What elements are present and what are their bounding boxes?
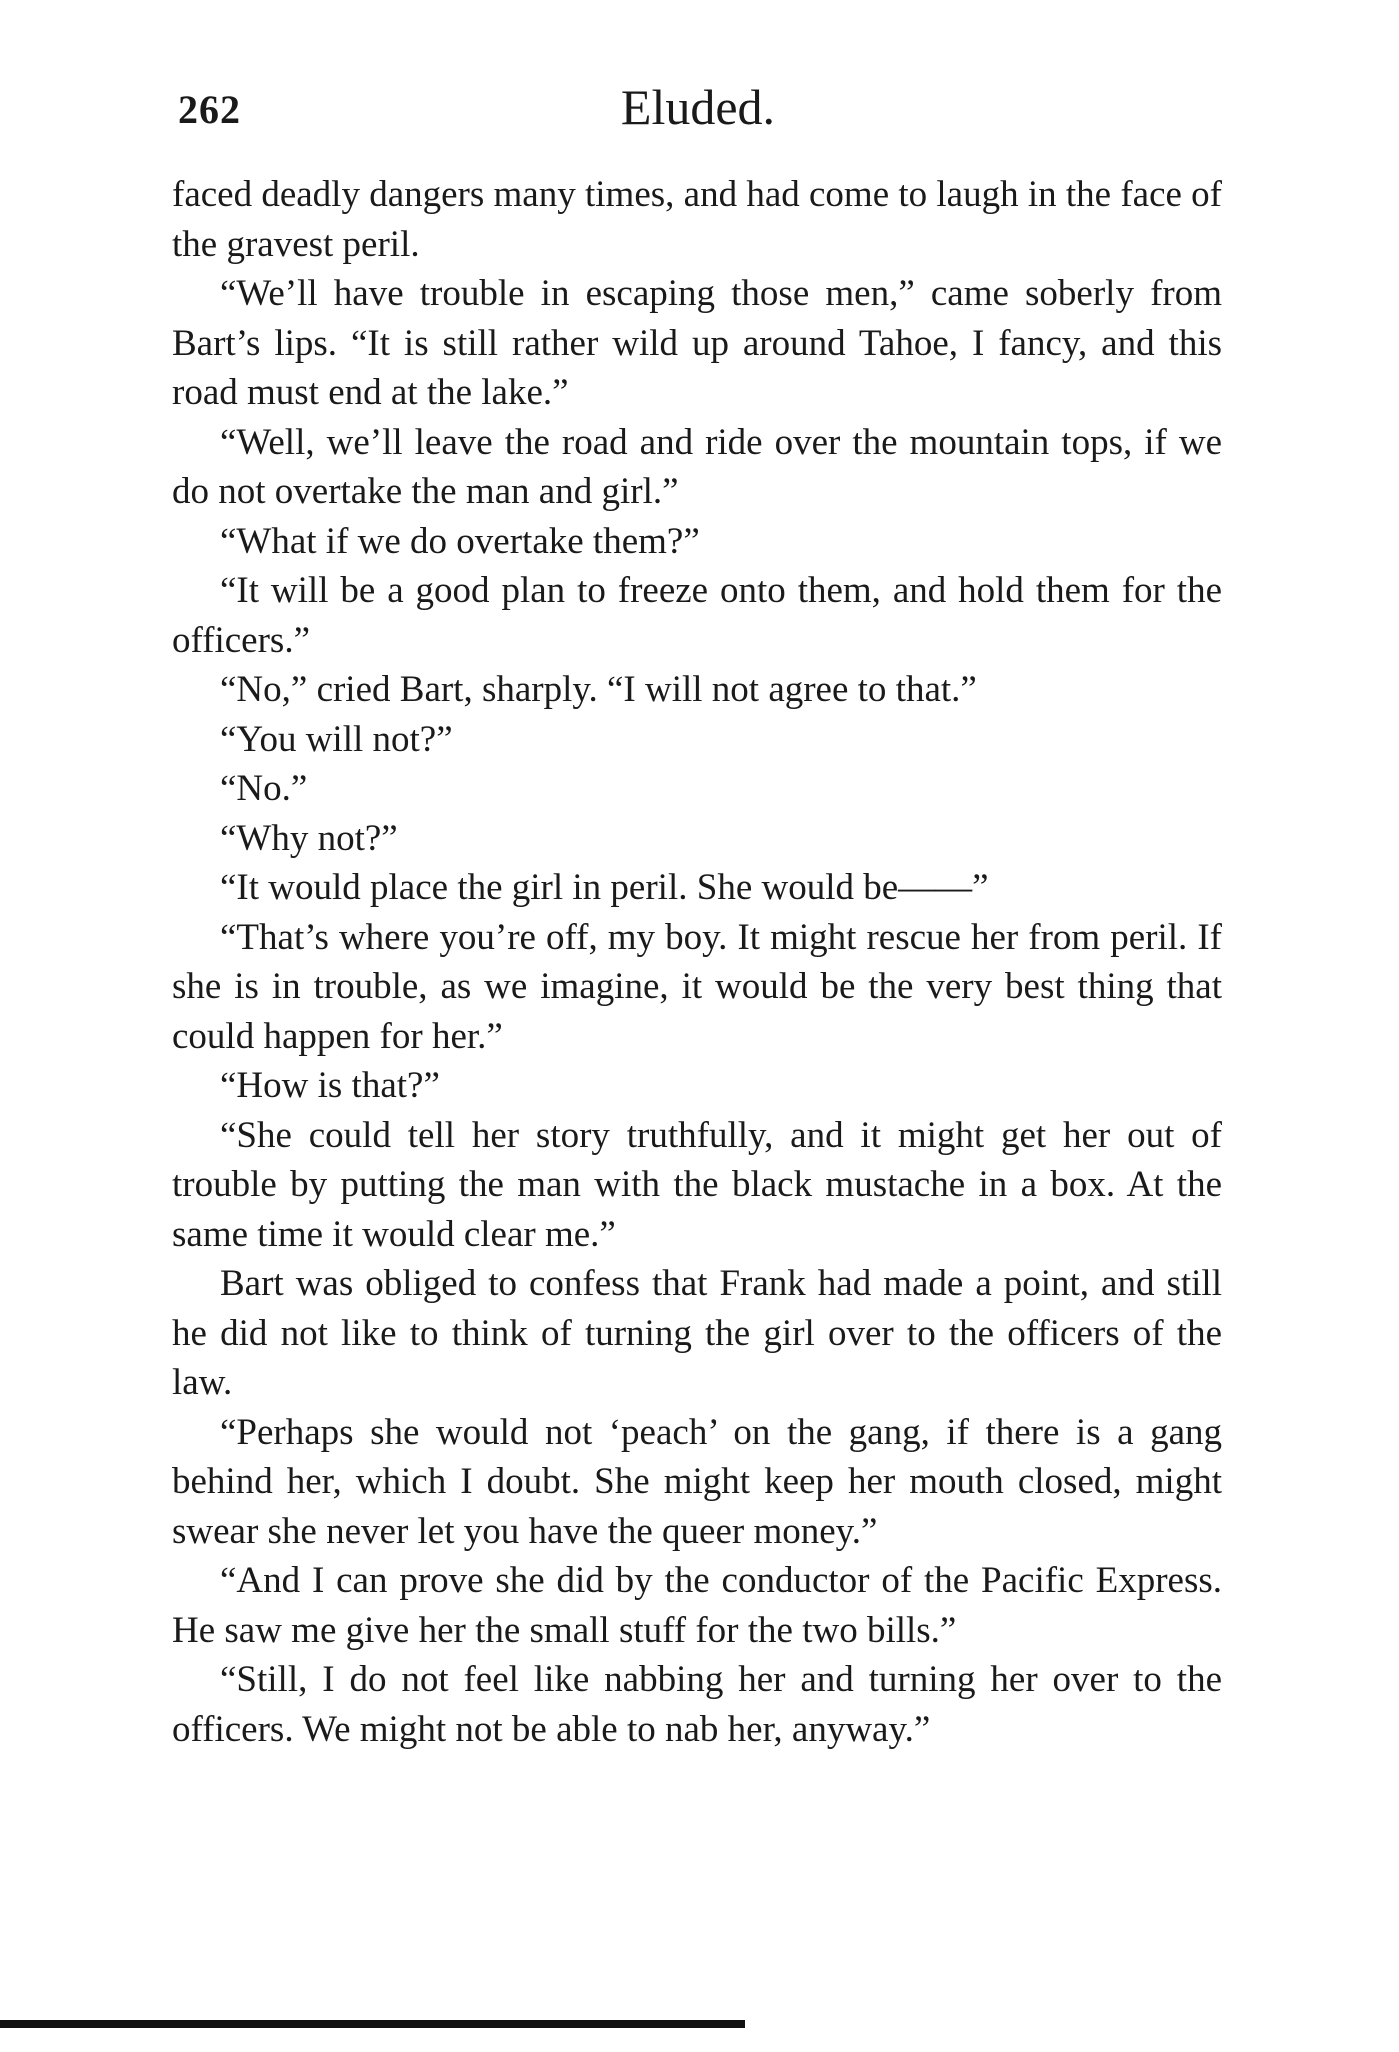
- paragraph: “Well, we’ll leave the road and ride over the mountain tops, if we do not overtake the man and girl.”: [172, 421, 1222, 512]
- page-header: [178, 79, 1218, 152]
- bottom-rule: [0, 2020, 745, 2028]
- paragraph: “She could tell her story truthfully, and it might get her out of trouble by putting the man with the black mustache in a box. At the same time it would clear me.”: [172, 1114, 1222, 1255]
- running-title: Eluded.: [620, 79, 776, 135]
- paragraph: faced deadly dangers many times, and had come to laugh in the face of the gravest peril.: [172, 174, 1222, 265]
- paragraph: Bart was obliged to confess that Frank had made a point, and still he did not like to think of turning the girl over to the officers of the law.: [172, 1263, 1222, 1403]
- paragraph: “We’ll have trouble in escaping those men,” came soberly from Bart’s lips. “It is still rather wild up around Tahoe, I fancy, and this road must end at the lake.”: [172, 273, 1222, 413]
- paragraph: “That’s where you’re off, my boy. It might rescue her from peril. If she is in trouble, as we imagine, it would be the very best thing that could happen for her.”: [172, 916, 1222, 1057]
- page-number: 262: [178, 87, 241, 132]
- paragraph: “It would place the girl in peril. She would be——”: [220, 867, 989, 908]
- paragraph: “Still, I do not feel like nabbing her and turning her over to the officers. We might not be able to nab her, anyway.”: [172, 1659, 1222, 1750]
- paragraph: “Perhaps she would not ‘peach’ on the gang, if there is a gang behind her, which I doubt. She might keep her mouth closed, might swear she never let you have the queer money.”: [172, 1411, 1222, 1552]
- paragraph: “No.”: [220, 768, 308, 809]
- text-body: [172, 170, 1222, 1754]
- paragraph: “It will be a good plan to freeze onto them, and hold them for the officers.”: [172, 570, 1222, 661]
- paragraph: “How is that?”: [220, 1065, 440, 1106]
- paragraph: “And I can prove she did by the conductor of the Pacific Express. He saw me give her the small stuff for the two bills.”: [172, 1560, 1222, 1651]
- paragraph: “No,” cried Bart, sharply. “I will not agree to that.”: [220, 669, 977, 710]
- paragraph: “You will not?”: [220, 718, 453, 760]
- paragraph: “Why not?”: [220, 817, 398, 859]
- paragraph: “What if we do overtake them?”: [220, 520, 700, 562]
